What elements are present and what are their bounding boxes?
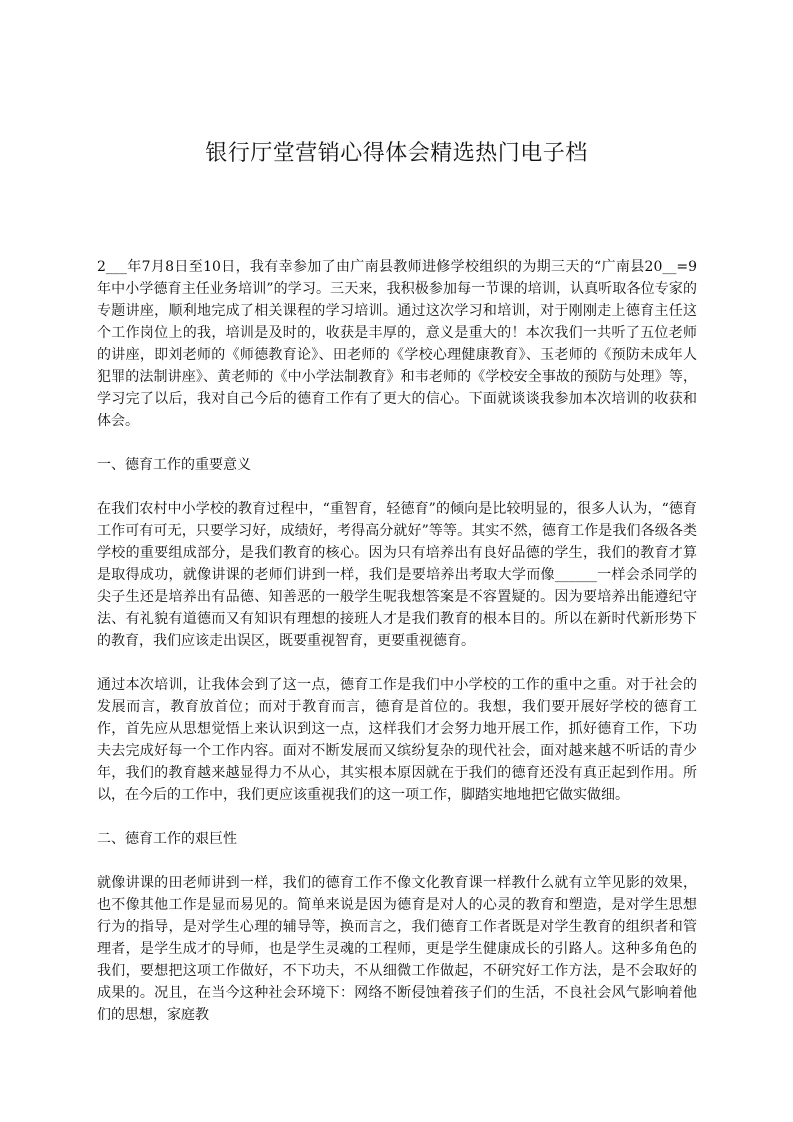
section-heading-2: 二、德育工作的艰巨性 <box>97 831 237 847</box>
paragraph-intro: 2___年7月8日至10日，我有幸参加了由广南县教师进修学校组织的为期三天的“广南县20__=9年中小学德育主任业务培训”的学习。三天来，我积极参加每一节课的培训，认真听取各位专家的专题讲座，顺利地完成了相关课程的学习培训。通过这次学习和培训，对于刚刚走上德育主任这个工作岗位上的我，培训是及时的，收获是丰厚的，意义是重大的！本次我们一共听了五位老师的讲座，即刘老师的《师德教育论》、田老师的《学校心理健康教育》、玉老师的《预防未成年人犯罪的法制讲座》、黄老师的《中小学法制教育》和韦老师的《学校安全事故的预防与处理》等，学习完了以后，我对自己今后的德育工作有了更大的信心。下面就谈谈我参加本次培训的收获和体会。 <box>97 259 697 429</box>
document-body <box>97 256 697 1048</box>
section-heading-1: 一、德育工作的重要意义 <box>97 457 251 473</box>
paragraph-5: 就像讲课的田老师讲到一样，我们的德育工作不像文化教育课一样教什么就有立竿见影的效果，也不像其他工作是显而易见的。简单来说是因为德育是对人的心灵的教育和塑造，是对学生思想行为的指导，是对学生心理的辅导等，换而言之，我们德育工作者既是对学生教育的组织者和管理者，是学生成才的导师，也是学生灵魂的工程师，更是学生健康成长的引路人。这种多角色的我们，要想把这项工作做好，不下功夫，不从细微工作做起，不研究好工作方法，是不会取好的成果的。况且，在当今这种社会环境下：网络不断侵蚀着孩子们的生活，不良社会风气影响着他们的思想，家庭教 <box>97 875 697 1023</box>
paragraph-2: 在我们农村中小学校的教育过程中，“重智育，轻德育”的倾向是比较明显的，很多人认为，“德育工作可有可无，只要学习好，成绩好，考得高分就好”等等。其实不然，德育工作是我们各级各类学校的重要组成部分，是我们教育的核心。因为只有培养出有良好品德的学生，我们的教育才算是取得成功，就像讲课的老师们讲到一样，我们是要培养出考取大学而像______一样会杀同学的尖子生还是培养出有品德、知善恶的一般学生呢我想答案是不容置疑的。因为要培养出能遵纪守法、有礼貌有道德而又有知识有理想的接班人才是我们教育的根本目的。所以在新时代新形势下的教育，我们应该走出误区，既要重视智育，更要重视德育。 <box>97 501 697 649</box>
document-title: 银行厅堂营销心得体会精选热门电子档 <box>205 141 588 166</box>
paragraph-3: 通过本次培训，让我体会到了这一点，德育工作是我们中小学校的工作的重中之重。对于社会的发展而言，教育放首位；而对于教育而言，德育是首位的。我想，我们要开展好学校的德育工作，首先应从思想觉悟上来认识到这一点，这样我们才会努力地开展工作，抓好德育工作，下功夫去完成好每一个工作内容。面对不断发展而又缤纷复杂的现代社会，面对越来越不听话的青少年，我们的教育越来越显得力不从心，其实根本原因就在于我们的德育还没有真正起到作用。所以，在今后的工作中，我们更应该重视我们的这一项工作，脚踏实地地把它做实做细。 <box>97 677 697 803</box>
